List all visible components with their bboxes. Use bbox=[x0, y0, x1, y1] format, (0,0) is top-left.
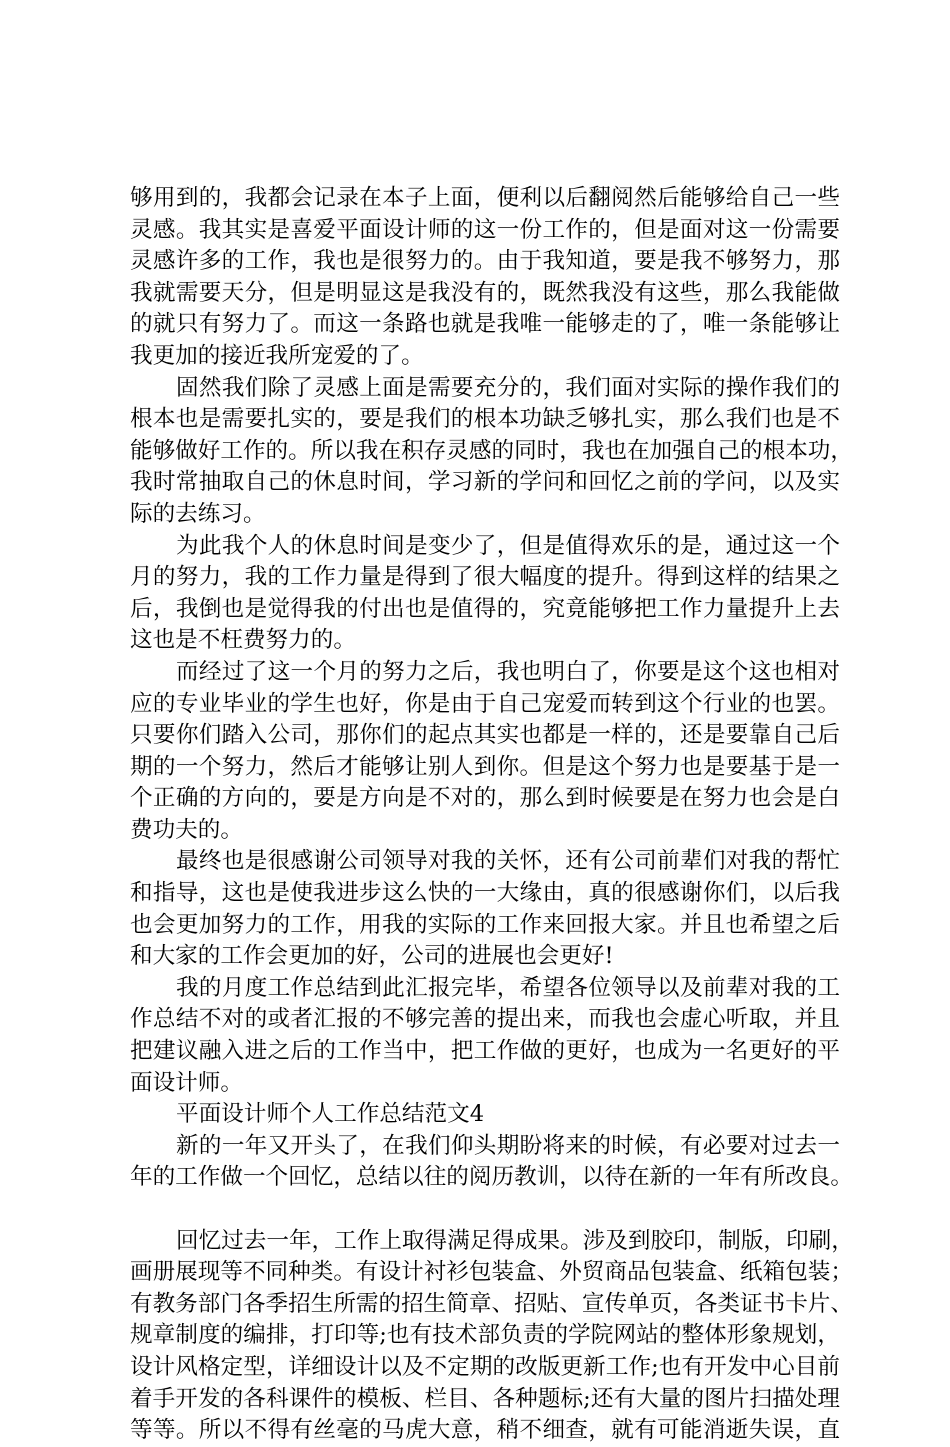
paragraph-first-line: 最终也是很感谢公司领导对我的关怀，还有公司前辈们对我的帮忙 bbox=[176, 848, 840, 875]
text-line: 根本也是需要扎实的，要是我们的根本功缺乏够扎实，那么我们也是不 bbox=[130, 406, 840, 433]
paragraph-first-line: 固然我们除了灵感上面是需要充分的，我们面对实际的操作我们的 bbox=[176, 374, 840, 401]
text-line: 个正确的方向的，要是方向是不对的，那么到时候要是在努力也会是白 bbox=[130, 785, 840, 812]
text-line: 规章制度的编排，打印等;也有技术部负责的学院网站的整体形象规划， bbox=[130, 1322, 840, 1349]
paragraph-first-line: 而经过了这一个月的努力之后，我也明白了，你要是这个这也相对 bbox=[176, 658, 840, 685]
text-line: 应的专业毕业的学生也好，你是由于自己宠爱而转到这个行业的也罢。 bbox=[130, 690, 840, 717]
text-line: 和指导，这也是使我进步这么快的一大缘由，真的很感谢你们，以后我 bbox=[130, 880, 840, 907]
text-line: 着手开发的各科课件的模板、栏目、各种题标;还有大量的图片扫描处理 bbox=[130, 1385, 840, 1412]
text-line: 际的去练习。 bbox=[130, 500, 266, 527]
text-line: 够用到的，我都会记录在本子上面，便利以后翻阅然后能够给自己一些 bbox=[130, 185, 840, 211]
text-line: 年的工作做一个回忆，总结以往的阅历教训，以待在新的一年有所改良。 bbox=[130, 1164, 853, 1191]
paragraph-first-line: 新的一年又开头了，在我们仰头期盼将来的时候，有必要对过去一 bbox=[176, 1132, 840, 1159]
text-line: 有教务部门各季招生所需的招生简章、招贴、宣传单页，各类证书卡片、 bbox=[130, 1290, 853, 1317]
text-line: 灵感许多的工作，我也是很努力的。由于我知道，要是我不够努力，那 bbox=[130, 248, 840, 275]
text-line: 把建议融入进之后的工作当中，把工作做的更好，也成为一名更好的平 bbox=[130, 1038, 840, 1065]
paragraph-first-line: 我的月度工作总结到此汇报完毕，希望各位领导以及前辈对我的工 bbox=[176, 974, 840, 1001]
text-line: 我时常抽取自己的休息时间，学习新的学问和回忆之前的学问，以及实 bbox=[130, 469, 840, 496]
blank-line bbox=[130, 1194, 840, 1226]
text-line: 画册展现等不同种类。有设计衬衫包装盒、外贸商品包装盒、纸箱包装； bbox=[130, 1259, 853, 1286]
text-line: 我就需要天分，但是明显这是我没有的，既然我没有这些，那么我能做 bbox=[130, 279, 840, 306]
text-line: 和大家的工作会更加的好，公司的进展也会更好! bbox=[130, 943, 614, 970]
text-line: 这也是不枉费努力的。 bbox=[130, 627, 356, 654]
section-heading: 平面设计师个人工作总结范文4 bbox=[176, 1101, 485, 1128]
text-line: 灵感。我其实是喜爱平面设计师的这一份工作的，但是面对这一份需要 bbox=[130, 216, 840, 243]
paragraph-first-line: 回忆过去一年，工作上取得满足得成果。涉及到胶印，制版，印刷， bbox=[176, 1227, 854, 1254]
text-line: 能够做好工作的。所以我在积存灵感的同时，我也在加强自己的根本功， bbox=[130, 437, 853, 464]
text-line: 期的一个努力，然后才能够让别人到你。但是这个努力也是要基于是一 bbox=[130, 753, 840, 780]
text-line: 等等。所以不得有丝毫的马虎大意，稍不细查，就有可能消逝失误，直 bbox=[130, 1417, 840, 1444]
text-line: 也会更加努力的工作，用我的实际的工作来回报大家。并且也希望之后 bbox=[130, 911, 840, 938]
text-line: 的就只有努力了。而这一条路也就是我唯一能够走的了，唯一条能够让 bbox=[130, 311, 840, 338]
text-line: 只要你们踏入公司，那你们的起点其实也都是一样的，还是要靠自己后 bbox=[130, 722, 840, 749]
text-line: 月的努力，我的工作力量是得到了很大幅度的提升。得到这样的结果之 bbox=[130, 564, 840, 591]
document-body bbox=[130, 183, 854, 1447]
text-line: 费功夫的。 bbox=[130, 816, 243, 843]
text-line: 面设计师。 bbox=[130, 1069, 243, 1096]
text-line: 作总结不对的或者汇报的不够完善的提出来，而我也会虚心听取，并且 bbox=[130, 1006, 840, 1033]
text-line: 后，我倒也是觉得我的付出也是值得的，究竟能够把工作力量提升上去 bbox=[130, 595, 840, 622]
paragraph-first-line: 为此我个人的休息时间是变少了，但是值得欢乐的是，通过这一个 bbox=[176, 532, 840, 559]
text-line: 设计风格定型，详细设计以及不定期的改版更新工作;也有开发中心目前 bbox=[130, 1353, 840, 1380]
text-line: 我更加的接近我所宠爱的了。 bbox=[130, 342, 424, 369]
